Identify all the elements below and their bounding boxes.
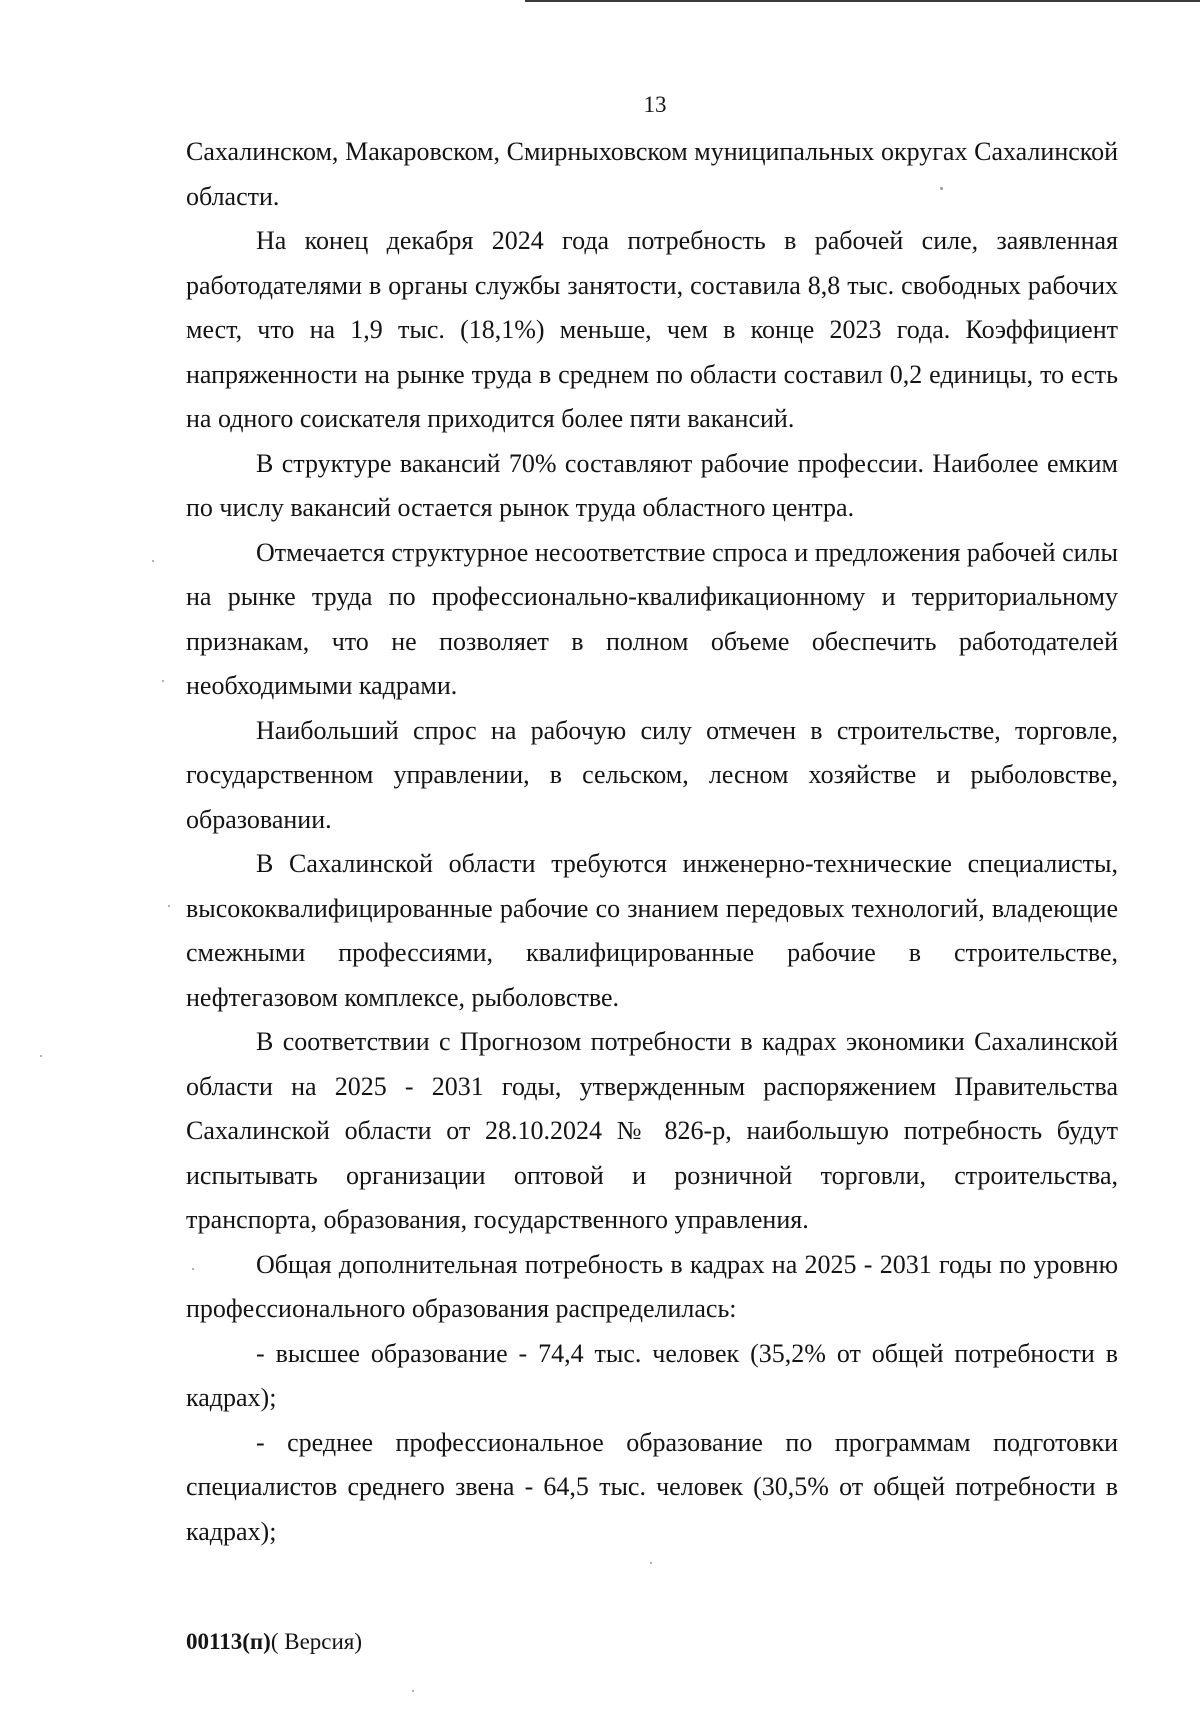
list-item-secondary-vocational: - среднее профессиональное образование по программам подготовки специалистов среднего звена - 64,5 тыс. человек (30,5% от общей потребности в кадрах); — [186, 1427, 1118, 1546]
page-number: 13 — [643, 92, 667, 117]
top-scan-rule — [525, 0, 1200, 2]
scan-speck — [412, 1690, 414, 1692]
paragraph-3: В структуре вакансий 70% составляют рабочие профессии. Наиболее емким по числу вакансий остается рынок труда областного центра. — [186, 448, 1118, 522]
document-body — [186, 130, 1118, 1554]
scan-speck — [940, 187, 943, 190]
paragraph-2: На конец декабря 2024 года потребность в рабочей силе, заявленная работодателями в органы службы занятости, составила 8,8 тыс. свободных рабочих мест, что на 1,9 тыс. (18,1%) меньше, чем в конце 2023 года. Коэффициент напряженности на рынке труда в среднем по области составил 0,2 единицы, то есть на одного соискателя приходится более пяти вакансий. — [186, 226, 1118, 433]
paragraph-5: Наибольший спрос на рабочую силу отмечен в строительстве, торговле, государственном управлении, в сельском, лесном хозяйстве и рыболовстве, образовании. — [186, 715, 1118, 834]
paragraph-6: В Сахалинской области требуются инженерно-технические специалисты, высококвалифицированные рабочие со знанием передовых технологий, владеющие смежными профессиями, квалифицированные рабочие в строительстве, нефтегазовом комплексе, рыболовстве. — [186, 849, 1118, 1012]
scan-speck — [168, 905, 170, 907]
scan-speck — [40, 1055, 42, 1057]
scan-speck — [162, 680, 164, 682]
scan-speck — [152, 560, 154, 562]
scan-speck — [192, 1268, 194, 1270]
paragraph-1: Сахалинском, Макаровском, Смирныховском муниципальных округах Сахалинской области. — [186, 137, 1118, 211]
paragraph-7: В соответствии с Прогнозом потребности в кадрах экономики Сахалинской области на 2025 - 2031 годы, утвержденным распоряжением Правительства Сахалинской области от 28.10.2024 № 826-р, наибольшую потребность будут испытывать организации оптовой и розничной торговли, строительства, транспорта, образования, государственного управления. — [186, 1027, 1118, 1234]
form-code: 00113(п) — [186, 1629, 271, 1654]
list-item-higher-education: - высшее образование - 74,4 тыс. человек (35,2% от общей потребности в кадрах); — [186, 1338, 1118, 1412]
paragraph-8: Общая дополнительная потребность в кадрах на 2025 - 2031 годы по уровню профессионального образования распределилась: — [186, 1249, 1118, 1323]
document-footer-code — [186, 1629, 362, 1655]
scan-speck — [650, 1562, 652, 1564]
paragraph-4: Отмечается структурное несоответствие спроса и предложения рабочей силы на рынке труда по профессионально-квалификационному и территориальному признакам, что не позволяет в полном объеме обеспечить работодателей необходимыми кадрами. — [186, 537, 1118, 700]
version-label: ( Версия) — [270, 1629, 363, 1654]
